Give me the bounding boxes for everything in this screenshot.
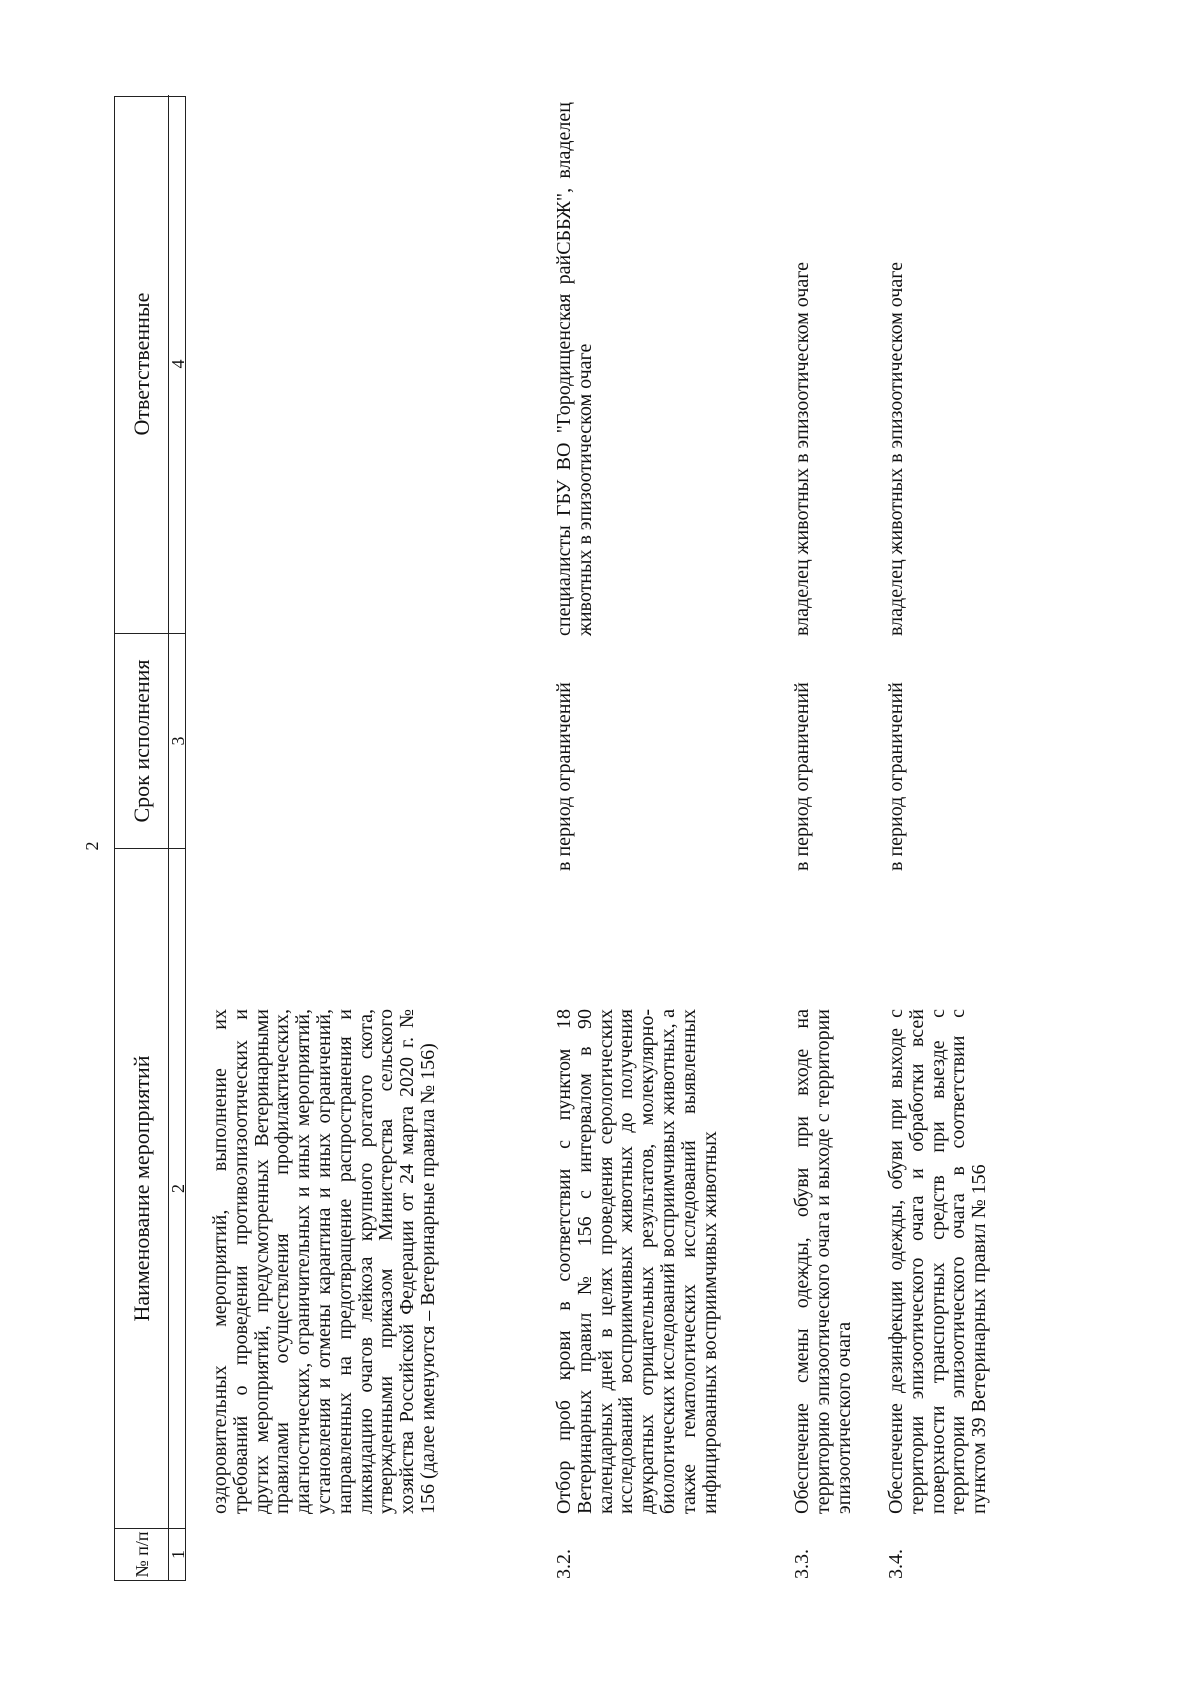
table-row-3-2-text: Отбор проб крови в соответствии с пунктом 18 Ветеринарных правил № 156 с интервалом в 90 календарных дней в целях проведения серологических исследований восприимчивых животных до получения двукратных отрицательных результатов, молекулярно-биологических исследований восприимчивых животных, а также гематологических исследований выявленных инфицированных восприимчивых животных	[553, 1009, 721, 1514]
table-row-3-4-number: 3.4.	[885, 1549, 907, 1579]
header-col-number	[115, 1528, 188, 1580]
table-row-3-4-term: в период ограничений	[885, 682, 907, 871]
header-col-activities-title: Наименование мероприятий	[129, 1055, 154, 1322]
table-row-3-2-responsible: специалисты ГБУ ВО "Городищенская райСББЖ", владелец животных в эпизоотическом очаге	[553, 102, 596, 636]
header-col-activities	[115, 848, 188, 1528]
table-row-3-2-number: 3.2.	[553, 1549, 575, 1579]
table-row-3-4-responsible: владелец животных в эпизоотическом очаге	[885, 261, 907, 636]
header-col-activities-index: 2	[168, 849, 185, 1528]
header-col-responsible-title: Ответственные	[129, 292, 154, 436]
header-col-responsible	[115, 95, 188, 633]
header-col-number-title: № п/п	[132, 1531, 152, 1578]
table-row-3-3-number: 3.3.	[791, 1549, 813, 1579]
table-row-3-3-text: Обеспечение смены одежды, обуви при входе на территорию эпизоотического очага и выходе с территории эпизоотического очага	[791, 1009, 855, 1514]
header-col-term	[115, 633, 188, 848]
table-row-3-4-text: Обеспечение дезинфекции одежды, обуви при выходе с территории эпизоотического очага и обработки всей поверхности транспортных средств при выезде с территории эпизоотического очага в соответствии с пунктом 39 Ветеринарных правил № 156	[885, 1009, 991, 1514]
table-header	[114, 96, 186, 1581]
table-row-3-3-responsible: владелец животных в эпизоотическом очаге	[791, 261, 813, 636]
header-col-term-index: 3	[168, 634, 185, 848]
header-col-term-title: Срок исполнения	[129, 659, 154, 823]
page-number: 2	[82, 841, 102, 851]
table-row-3-3-term: в период ограничений	[791, 682, 813, 871]
table-row-3-2-term: в период ограничений	[553, 682, 575, 871]
table-row-continuation-text: оздоровительных мероприятий, выполнение их требований о проведении противоэпизоотических и других мероприятий, предусмотренных Ветеринарными правилами осуществления профилактических, диагностических, ограничительных и иных мероприятий, установления и отмены карантина и иных ограничений, направленных на предотвращение распространения и ликвидацию очагов лейкоза крупного рогатого скота, утвержденными приказом Министерства сельского хозяйства Российской Федерации от 24 марта 2020 г. № 156 (далее именуются – Ветеринарные правила № 156)	[209, 1009, 439, 1514]
header-col-responsible-index: 4	[168, 95, 185, 633]
header-col-number-index: 1	[168, 1529, 185, 1580]
